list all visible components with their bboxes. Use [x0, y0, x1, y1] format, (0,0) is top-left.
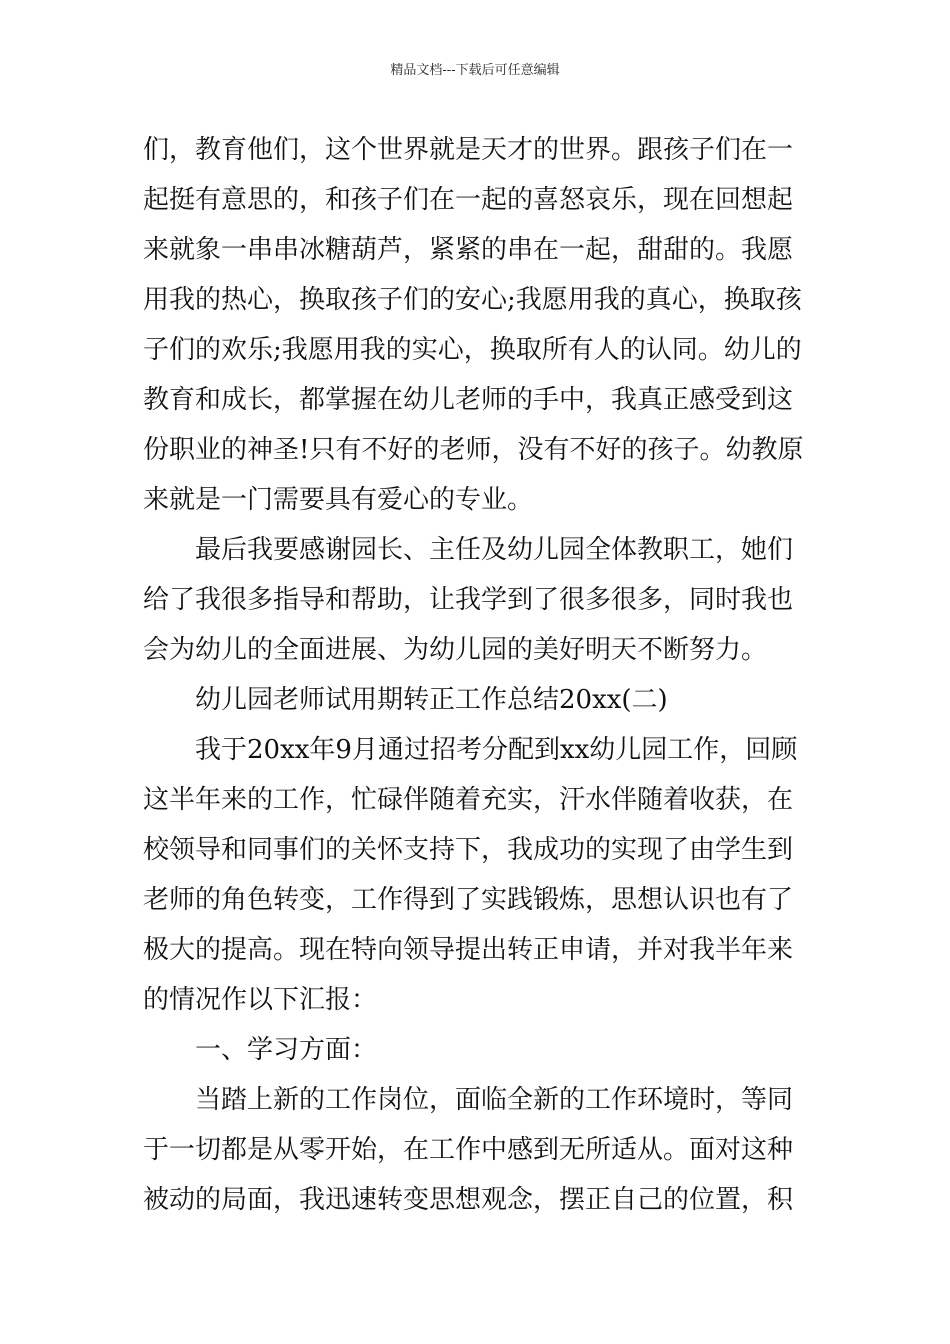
text-line: 这半年来的工作，忙碌伴随着充实，汗水伴随着收获，在	[143, 785, 794, 815]
text-line: 们，教育他们，这个世界就是天才的世界。跟孩子们在一	[143, 135, 794, 165]
subsection-heading: 一、学习方面：	[143, 1035, 378, 1065]
text-line: 用我的热心，换取孩子们的安心;我愿用我的真心，换取孩	[143, 285, 802, 315]
text-line: 我于20xx年9月通过招考分配到xx幼儿园工作，回顾	[143, 735, 798, 765]
text-line: 于一切都是从零开始，在工作中感到无所适从。面对这种	[143, 1135, 794, 1165]
document-body	[143, 125, 809, 1225]
text-line: 子们的欢乐;我愿用我的实心，换取所有人的认同。幼儿的	[143, 335, 802, 365]
text-line: 来就是一门需要具有爱心的专业。	[143, 485, 534, 515]
text-line: 最后我要感谢园长、主任及幼儿园全体教职工，她们	[143, 535, 794, 565]
text-line: 来就象一串串冰糖葫芦，紧紧的串在一起，甜甜的。我愿	[143, 235, 794, 265]
text-line: 老师的角色转变，工作得到了实践锻炼，思想认识也有了	[143, 885, 794, 915]
page-header: 精品文档---下载后可任意编辑	[390, 63, 560, 78]
section-title: 幼儿园老师试用期转正工作总结20xx(二)	[143, 685, 668, 715]
text-line: 教育和成长，都掌握在幼儿老师的手中，我真正感受到这	[143, 385, 794, 415]
text-line: 被动的局面，我迅速转变思想观念，摆正自己的位置，积	[143, 1185, 794, 1215]
text-line: 会为幼儿的全面进展、为幼儿园的美好明天不断努力。	[143, 635, 768, 665]
text-line: 极大的提高。现在特向领导提出转正申请，并对我半年来	[143, 935, 794, 965]
text-line: 校领导和同事们的关怀支持下，我成功的实现了由学生到	[143, 835, 794, 865]
text-line: 给了我很多指导和帮助，让我学到了很多很多，同时我也	[143, 585, 794, 615]
text-line: 份职业的神圣!只有不好的老师，没有不好的孩子。幼教原	[143, 435, 804, 465]
text-line: 的情况作以下汇报：	[143, 985, 378, 1015]
text-line: 起挺有意思的，和孩子们在一起的喜怒哀乐，现在回想起	[143, 185, 794, 215]
text-line: 当踏上新的工作岗位，面临全新的工作环境时，等同	[143, 1085, 794, 1115]
